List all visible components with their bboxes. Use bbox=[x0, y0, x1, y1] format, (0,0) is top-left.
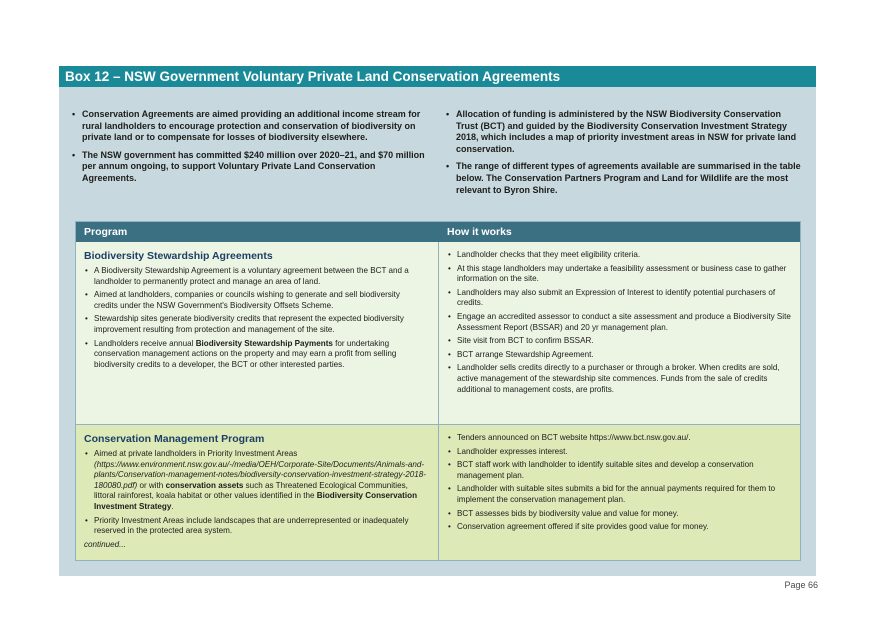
header-program: Program bbox=[84, 226, 128, 238]
text-segment: or with bbox=[137, 480, 166, 490]
program-title: Conservation Management Program bbox=[84, 433, 265, 445]
program-description-list bbox=[84, 449, 426, 537]
how-it-works-cell bbox=[447, 250, 793, 398]
intro-bullet: • The NSW government has committed $240 million over 2020–21, and $70 million per annum ongoing, to support Voluntary Private Land Conservation Agreements. bbox=[70, 150, 427, 185]
text-segment: such as Threatened Ecological Communities, littoral rainforest, koala habitat or other values identified in the bbox=[94, 480, 408, 501]
list-item: • BCT arrange Stewardship Agreement. bbox=[447, 350, 793, 361]
table-header bbox=[76, 222, 800, 242]
list-item: • BCT staff work with landholder to identify suitable sites and develop a conservation management plan. bbox=[447, 460, 793, 481]
intro-left-list bbox=[70, 109, 427, 191]
intro-bullet: • The range of different types of agreements available are summarised in the table below. The Conservation Partners Program and Land for Wildlife are the most relevant to Byron Shire. bbox=[444, 161, 804, 196]
program-description-list bbox=[84, 266, 426, 370]
list-item: • Landholder sells credits directly to a purchaser or through a broker. When credits are sold, active management of the stewardship site commences. Funds from the sale of credits additional to management costs, are profits. bbox=[447, 363, 793, 395]
text-segment: for undertaking conservation management actions on the property and may earn a profit from selling biodiversity credits to a developer, the BCT or other interested parties. bbox=[94, 338, 397, 369]
bold-term: Biodiversity Conservation Investment Strategy bbox=[94, 491, 418, 511]
intro-bullet: • Conservation Agreements are aimed providing an additional income stream for rural landholders to encourage protection and conservation of biodiversity on private land or to compensate for losses of biodiversity elsewhere. bbox=[70, 109, 427, 144]
list-item: • Tenders announced on BCT website https://www.bct.nsw.gov.au/. bbox=[447, 433, 793, 444]
bold-term: Biodiversity Stewardship Payments bbox=[195, 338, 333, 348]
how-it-works-list bbox=[447, 433, 793, 533]
list-item: • Landholder checks that they meet eligibility criteria. bbox=[447, 250, 793, 261]
list-item: • Landholder expresses interest. bbox=[447, 447, 793, 458]
how-it-works-cell bbox=[447, 433, 793, 536]
list-item: • A Biodiversity Stewardship Agreement is a voluntary agreement between the BCT and a landholder to permanently protect and manage an area of land. bbox=[84, 266, 426, 287]
list-item: • At this stage landholders may undertake a feasibility assessment or business case to gather information on the site. bbox=[447, 264, 793, 285]
text-segment: Aimed at private landholders in Priority Investment Areas bbox=[94, 449, 298, 458]
how-it-works-list bbox=[447, 250, 793, 395]
list-item: • Conservation agreement offered if site provides good value for money. bbox=[447, 522, 793, 533]
column-divider bbox=[438, 242, 439, 560]
list-item bbox=[84, 339, 426, 371]
continued-note: continued... bbox=[84, 539, 126, 549]
header-how-it-works: How it works bbox=[447, 226, 512, 238]
text-segment: Landholders receive annual bbox=[94, 338, 196, 348]
text-segment: . bbox=[171, 501, 174, 511]
agreements-table bbox=[75, 221, 801, 561]
list-item: • Stewardship sites generate biodiversity credits that represent the expected biodiversity improvement resulting from protection and management of the site. bbox=[84, 314, 426, 335]
box-title: Box 12 – NSW Government Voluntary Private Land Conservation Agreements bbox=[59, 66, 816, 87]
list-item: • Landholders may also submit an Expression of Interest to identify potential purchasers of credits. bbox=[447, 288, 793, 309]
intro-bullet: • Allocation of funding is administered by the NSW Biodiversity Conservation Trust (BCT) and guided by the Biodiversity Conservation Investment Strategy 2018, which includes a map of priority investment areas in NSW for private land conservation. bbox=[444, 109, 804, 155]
bold-term: conservation assets bbox=[165, 480, 244, 490]
list-item: • Priority Investment Areas include landscapes that are underrepresented or inadequately reserved in the protected area system. bbox=[84, 516, 426, 537]
program-cell bbox=[84, 433, 426, 550]
list-item: • Landholder with suitable sites submits a bid for the annual payments required for them to implement the conservation management plan. bbox=[447, 484, 793, 505]
intro-right-list bbox=[444, 109, 804, 202]
program-cell bbox=[84, 250, 426, 373]
list-item bbox=[84, 449, 426, 513]
list-item: • BCT assesses bids by biodiversity value and value for money. bbox=[447, 509, 793, 520]
list-item: • Aimed at landholders, companies or councils wishing to generate and sell biodiversity credits under the NSW Government's Biodiversity Offsets Scheme. bbox=[84, 290, 426, 311]
list-item: • Site visit from BCT to confirm BSSAR. bbox=[447, 336, 793, 347]
program-title: Biodiversity Stewardship Agreements bbox=[84, 250, 273, 262]
conservation-agreements-box bbox=[59, 66, 816, 576]
list-item: • Engage an accredited assessor to conduct a site assessment and produce a Biodiversity Site Assessment Report (BSSAR) and 20 yr management plan. bbox=[447, 312, 793, 333]
page-number: Page 66 bbox=[784, 580, 818, 590]
url-text: (https://www.environment.nsw.gov.au/-/media/OEH/Corporate-Site/Documents/Animals-and-plants/Conservation-management-notes/biodiversity-conservation-investment-strategy-2018-180080.pdf) bbox=[94, 459, 427, 490]
